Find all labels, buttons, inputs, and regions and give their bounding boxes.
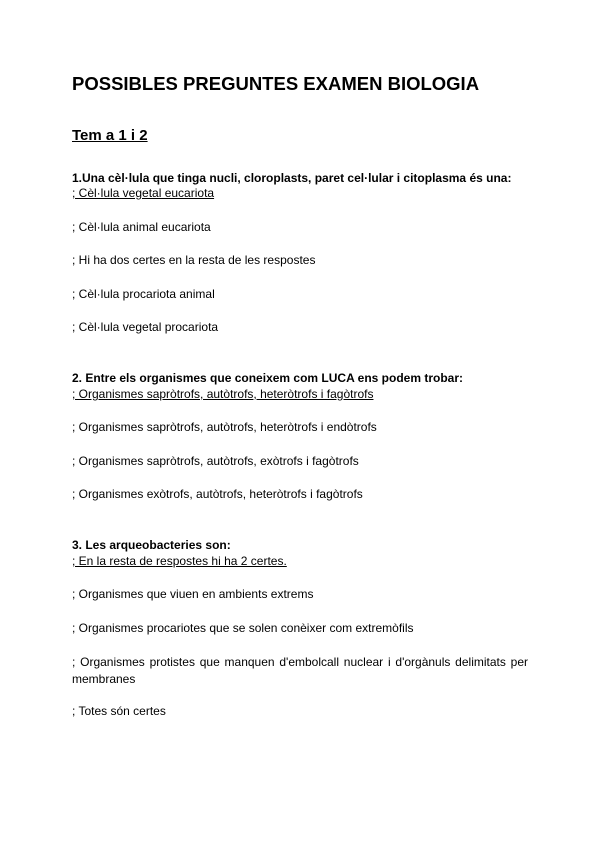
question-2-option-1	[72, 387, 528, 402]
question-2-option-3	[72, 454, 528, 469]
question-3-text: 3. Les arqueobacteries son:	[72, 538, 231, 552]
question-3	[72, 538, 528, 718]
question-3-option-2	[72, 587, 528, 602]
question-2-option-4	[72, 487, 528, 502]
option-label: ; Organismes sapròtrofs, autòtrofs, exòtrofs i fagòtrofs	[72, 454, 359, 468]
question-1-option-3	[72, 253, 528, 268]
option-label: ; Cèl·lula animal eucariota	[72, 220, 211, 234]
option-label: ; Organismes sapròtrofs, autòtrofs, heteròtrofs i fagòtrofs	[72, 387, 374, 401]
option-label: ; Hi ha dos certes en la resta de les respostes	[72, 253, 316, 267]
option-label: ; Organismes sapròtrofs, autòtrofs, heteròtrofs i endòtrofs	[72, 420, 377, 434]
question-3-option-5	[72, 704, 528, 719]
question-1-option-4	[72, 287, 528, 302]
option-label: ; Cèl·lula vegetal eucariota	[72, 186, 215, 200]
option-label: ; Cèl·lula procariota animal	[72, 287, 215, 301]
option-label: ; En la resta de respostes hi ha 2 certes.	[72, 554, 287, 568]
question-2-text: 2. Entre els organismes que coneixem com LUCA ens podem trobar:	[72, 371, 463, 385]
option-label: ; Cèl·lula vegetal procariota	[72, 320, 219, 334]
topic-heading: Tem a 1 i 2	[72, 127, 148, 144]
question-3-option-1	[72, 554, 528, 569]
option-label: ; Totes són certes	[72, 704, 166, 718]
option-label: ; Organismes procariotes que se solen conèixer com extremòfils	[72, 621, 414, 635]
question-2-option-2	[72, 420, 528, 435]
option-label: ; Organismes que viuen en ambients extrems	[72, 587, 314, 601]
question-2	[72, 371, 528, 501]
option-label: ; Organismes protistes que manquen d'embolcall nuclear i d'orgànuls delimitats per membranes	[72, 655, 528, 686]
question-1-option-5	[72, 320, 528, 335]
question-1	[72, 171, 528, 334]
document-title: POSSIBLES PREGUNTES EXAMEN BIOLOGIA	[72, 73, 480, 94]
question-1-option-2	[72, 220, 528, 235]
question-1-option-1	[72, 186, 528, 201]
question-1-text: 1.Una cèl·lula que tinga nucli, cloroplasts, paret cel·lular i citoplasma és una:	[72, 171, 512, 185]
question-3-option-3	[72, 621, 528, 636]
option-label: ; Organismes exòtrofs, autòtrofs, heteròtrofs i fagòtrofs	[72, 487, 363, 501]
question-3-option-4	[72, 654, 528, 688]
